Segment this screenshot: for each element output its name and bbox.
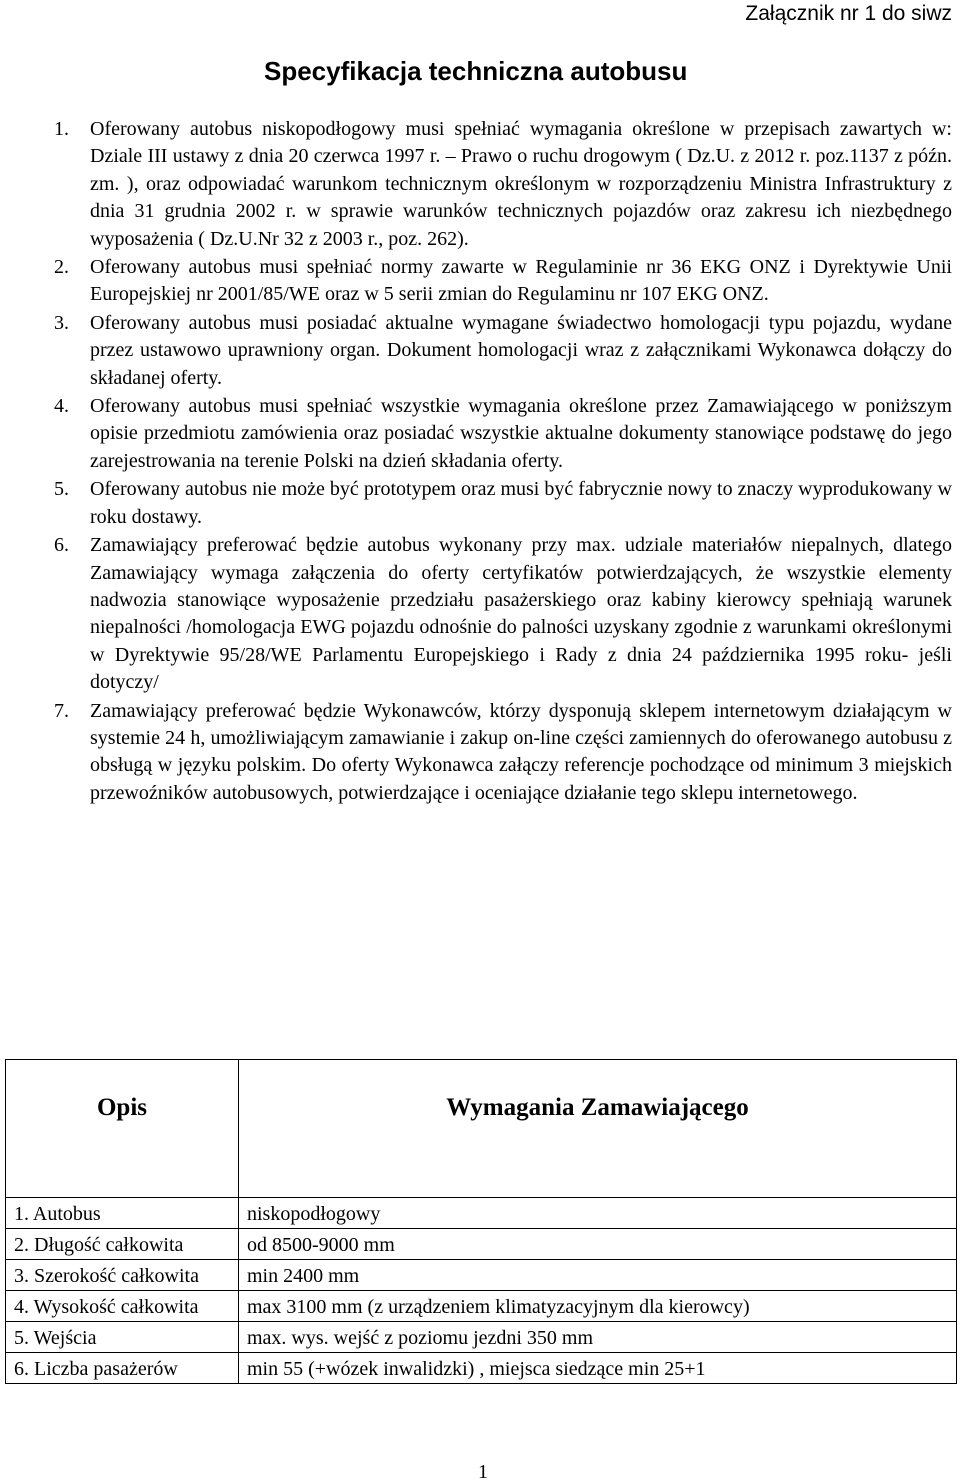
- requirement-text: Oferowany autobus nie może być prototypem oraz musi być fabrycznie nowy to znaczy wyprodukowany w roku dostawy.: [90, 478, 952, 528]
- requirement-number: 1.: [54, 118, 69, 140]
- specification-table: [5, 1059, 957, 1384]
- requirement-number: 4.: [54, 395, 69, 418]
- requirement-text: Oferowany autobus musi spełniać wszystkie wymagania określone przez Zamawiającego w poniższym opisie przedmiotu zamówienia oraz posiadać wszystkie aktualne dokumenty stanowiące podstawę do jego zarejestrowania na terenie Polski na dzień składania oferty.: [90, 395, 952, 472]
- table-cell-requirement: od 8500-9000 mm: [239, 1229, 957, 1260]
- requirement-text: Oferowany autobus musi spełniać normy zawarte w Regulaminie nr 36 EKG ONZ i Dyrektywie Unii Europejskiej nr 2001/85/WE oraz w 5 serii zmian do Regulaminu nr 107 EKG ONZ.: [90, 256, 952, 306]
- document-title: Specyfikacja techniczna autobusu: [264, 56, 688, 86]
- requirements-list: [54, 116, 952, 808]
- requirement-number: 2.: [54, 256, 69, 279]
- table-cell-description: 2. Długość całkowita: [6, 1229, 239, 1260]
- requirement-number: 3.: [54, 311, 69, 334]
- requirement-item: [54, 310, 952, 392]
- column-header-description: Opis: [6, 1060, 239, 1198]
- table-header-row: [6, 1060, 957, 1198]
- table-cell-requirement: min 2400 mm: [239, 1260, 957, 1291]
- table-cell-description: 5. Wejścia: [6, 1322, 239, 1353]
- requirement-number: 5.: [54, 478, 69, 501]
- table-cell-description: 3. Szerokość całkowita: [6, 1260, 239, 1291]
- table-row: [6, 1291, 957, 1322]
- requirement-number: 6.: [54, 534, 69, 557]
- requirement-text: Zamawiający preferować będzie autobus wykonany przy max. udziale materiałów niepalnych, dlatego Zamawiający wymaga załączenia do oferty certyfikatów potwierdzających, że wszystkie elementy nadwozia stanowiące wyposażenie przedziału pasażerskiego oraz kabiny kierowcy spełniają warunek niepalności /homologacja EWG pojazdu odnośnie do palności uzyskany zgodnie z warunkami określonymi w Dyrektywie 95/28/WE Parlamentu Europejskiego i Rady z dnia 24 października 1995 roku- jeśli dotyczy/: [90, 534, 952, 694]
- column-header-requirements: Wymagania Zamawiającego: [239, 1060, 957, 1198]
- annex-label: Załącznik nr 1 do siwz: [745, 2, 952, 25]
- requirement-item: [54, 254, 952, 309]
- table-row: [6, 1198, 957, 1229]
- table-cell-requirement: niskopodłogowy: [239, 1198, 957, 1229]
- table-row: [6, 1260, 957, 1291]
- table-cell-description: 4. Wysokość całkowita: [6, 1291, 239, 1322]
- table-cell-requirement: max 3100 mm (z urządzeniem klimatyzacyjnym dla kierowcy): [239, 1291, 957, 1322]
- requirement-text: Oferowany autobus musi posiadać aktualne wymagane świadectwo homologacji typu pojazdu, wydane przez ustawowo uprawniony organ. Dokument homologacji wraz z załącznikami Wykonawca dołączy do składanej oferty.: [90, 311, 952, 389]
- requirement-item: [54, 698, 952, 808]
- table-cell-description: 1. Autobus: [6, 1198, 239, 1229]
- requirement-number: 7.: [54, 699, 69, 722]
- requirement-text: Oferowany autobus niskopodłogowy musi spełniać wymagania określone w przepisach zawartych w: Dziale III ustawy z dnia 20 czerwca 1997 r. – Prawo o ruchu drogowym ( Dz.U. z 2012 r. poz.1137 z późn. zm. ), oraz odpowiadać warunkom technicznym określonym w rozporządzeniu Ministra Infrastruktury z dnia 31 grudnia 2002 r. w sprawie warunków technicznych pojazdów oraz zakresu ich niezbędnego wyposażenia ( Dz.U.Nr 32 z 2003 r., poz. 262).: [90, 118, 952, 250]
- requirement-item: [54, 116, 952, 253]
- requirement-text: Zamawiający preferować będzie Wykonawców, którzy dysponują sklepem internetowym działającym w systemie 24 h, umożliwiającym zamawianie i zakup on-line części zamiennych do oferowanego autobusu z obsługą w języku polskim. Do oferty Wykonawca załączy referencje pochodzące od minimum 3 miejskich przewoźników autobusowych, potwierdzające i oceniające działanie tego sklepu internetowego.: [90, 699, 952, 804]
- table-row: [6, 1229, 957, 1260]
- table-row: [6, 1322, 957, 1353]
- page-number: 1: [478, 1461, 488, 1483]
- table-cell-requirement: max. wys. wejść z poziomu jezdni 350 mm: [239, 1322, 957, 1353]
- table-cell-description: 6. Liczba pasażerów: [6, 1353, 239, 1384]
- table-row: [6, 1353, 957, 1384]
- requirement-item: [54, 476, 952, 531]
- table-cell-requirement: min 55 (+wózek inwalidzki) , miejsca siedzące min 25+1: [239, 1353, 957, 1384]
- requirement-item: [54, 393, 952, 475]
- requirement-item: [54, 532, 952, 696]
